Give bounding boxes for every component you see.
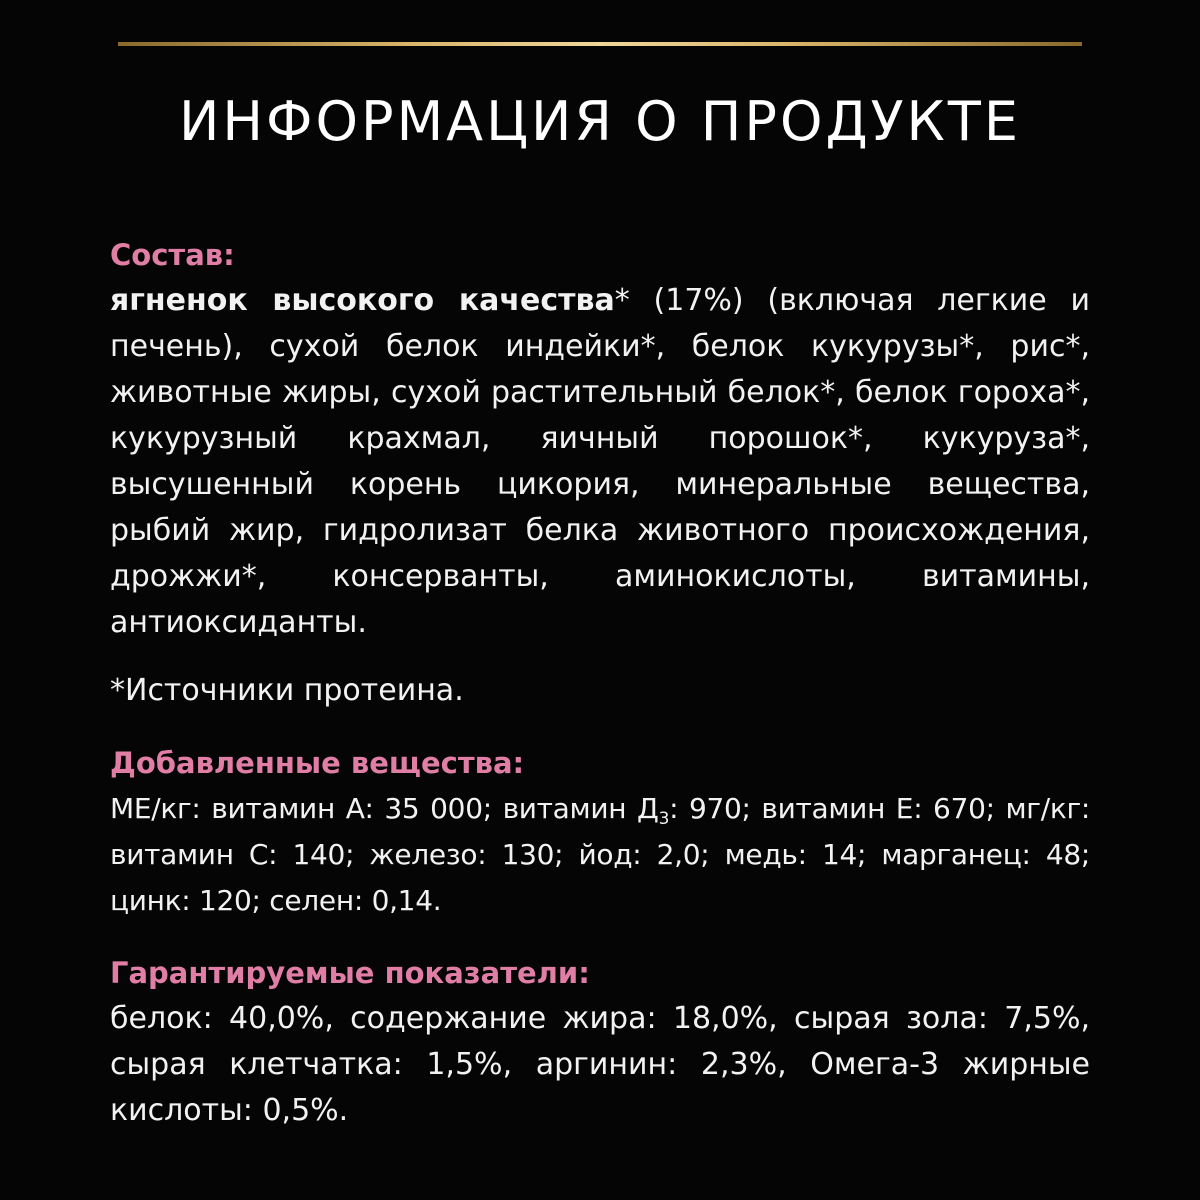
vitamin-d-subscript: 3 — [658, 809, 670, 829]
composition-lead-bold: ягненок высокого качества — [110, 283, 615, 318]
guaranteed-text: белок: 40,0%, содержание жира: 18,0%, сырая зола: 7,5%, сырая клетчатка: 1,5%, аргинин: 2,3%, Омега-3 жирные кислоты: 0,5%. — [110, 1001, 1090, 1128]
composition-body: * (17%) (включая легкие и печень), сухой белок индейки*, белок кукурузы*, рис*, животные жиры, сухой растительный белок*, белок гороха*, кукурузный крахмал, яичный порошок*, кукуруза*, высушенный корень цикория, минеральные вещества, рыбий жир, гидролизат белка животного происхождения, дрожжи*, консерванты, аминокислоты, витамины, антиоксиданты. — [110, 283, 1090, 640]
gold-divider-line — [118, 42, 1082, 46]
additives-text-part1: МЕ/кг: витамин А: 35 000; витамин Д — [110, 792, 659, 825]
composition-text — [110, 278, 1090, 646]
additives-text-part2: : 970; витамин Е: 670; мг/кг: витамин С: 140; железо: 130; йод: 2,0; медь: 14; марганец: 48; цинк: 120; селен: 0,14. — [110, 792, 1090, 917]
additives-text — [110, 786, 1090, 924]
composition-heading: Состав: — [110, 238, 235, 272]
additives-heading: Добавленные вещества: — [110, 746, 525, 780]
product-info-content — [110, 232, 1090, 1134]
protein-sources-footnote: *Источники протеина. — [110, 673, 464, 708]
page-title: ИНФОРМАЦИЯ О ПРОДУКТЕ — [179, 90, 1021, 153]
guaranteed-heading: Гарантируемые показатели: — [110, 956, 590, 990]
